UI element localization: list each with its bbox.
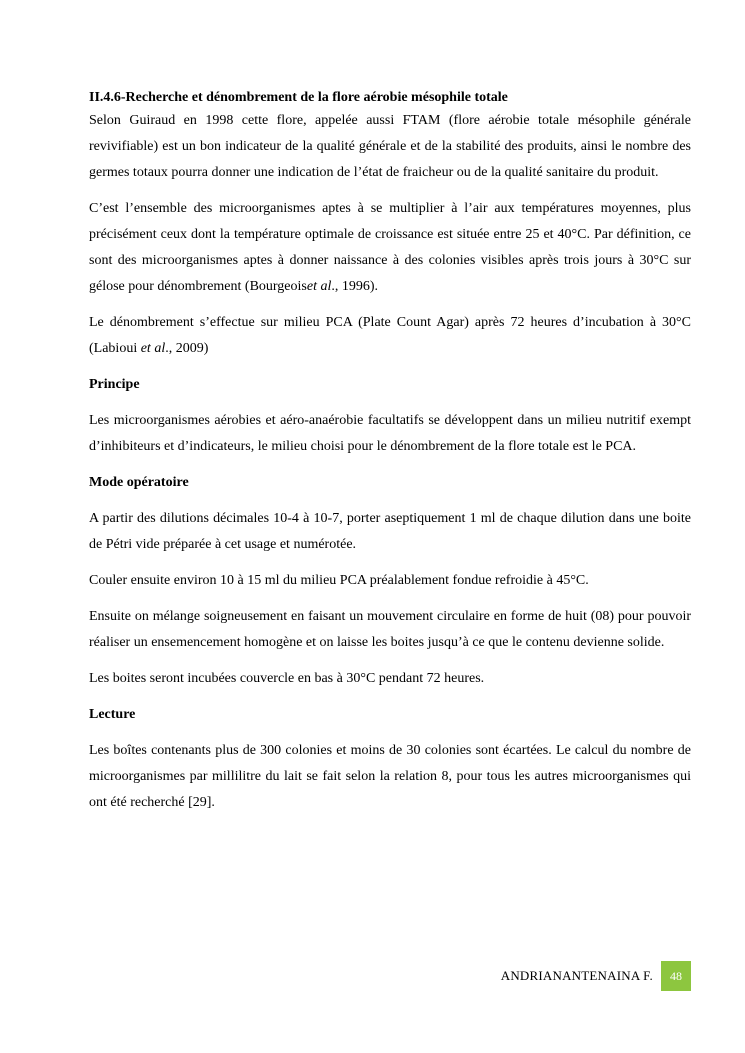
- paragraph-ftam-definition: Selon Guiraud en 1998 cette flore, appelée aussi FTAM (flore aérobie totale mésophile générale revivifiable) est un bon indicateur de la qualité générale et de la stabilité des produits, ainsi le nombre des germes totaux pourra donner une indication de l’état de fraicheur ou de la qualité sanitaire du produit.: [89, 113, 691, 180]
- paragraph-dilutions: A partir des dilutions décimales 10-4 à 10-7, porter aseptiquement 1 ml de chaque dilution dans une boite de Pétri vide préparée à cet usage et numérotée.: [89, 511, 691, 552]
- paragraph-pca-medium: [89, 310, 691, 362]
- paragraph-microorganisms: [89, 196, 691, 300]
- subheading-mode-operatoire: Mode opératoire: [89, 475, 189, 490]
- subheading-lecture: Lecture: [89, 707, 136, 722]
- citation-et-al: et al: [140, 341, 166, 356]
- paragraph-text: Le dénombrement s’effectue sur milieu PCA (Plate Count Agar) après 72 heures d’incubation à 30°C (Labioui: [89, 315, 691, 356]
- subheading-principe: Principe: [89, 377, 140, 392]
- document-body: [89, 87, 691, 816]
- paragraph-incubation: Les boites seront incubées couvercle en bas à 30°C pendant 72 heures.: [89, 671, 485, 686]
- paragraph-principe: Les microorganismes aérobies et aéro-anaérobie facultatifs se développent dans un milieu nutritif exempt d’inhibiteurs et d’indicateurs, le milieu choisi pour le dénombrement de la flore totale est le PCA.: [89, 413, 691, 454]
- paragraph-couler: Couler ensuite environ 10 à 15 ml du milieu PCA préalablement fondue refroidie à 45°C.: [89, 573, 589, 588]
- paragraph-text: C’est l’ensemble des microorganismes aptes à se multiplier à l’air aux températures moyennes, plus précisément ceux dont la température optimale de croissance est située entre 25 et 40°C. Par définition, ce sont des microorganismes aptes à donner naissance à des colonies visibles après trois jours à 30°C sur gélose pour dénombrement (Bourgeois: [89, 201, 691, 294]
- citation-year: ., 2009): [165, 341, 209, 356]
- page-number-badge: 48: [661, 961, 691, 991]
- paragraph-melange: Ensuite on mélange soigneusement en faisant un mouvement circulaire en forme de huit (08) pour pouvoir réaliser un ensemencement homogène et on laisse les boites jusqu’à ce que le contenu devienne solide.: [89, 609, 691, 650]
- section-title: II.4.6-Recherche et dénombrement de la flore aérobie mésophile totale: [89, 90, 508, 105]
- citation-year: ., 1996).: [331, 279, 379, 294]
- citation-et-al: et al: [306, 279, 332, 294]
- footer-author: ANDRIANANTENAINA F.: [500, 968, 653, 983]
- paragraph-lecture: Les boîtes contenants plus de 300 colonies et moins de 30 colonies sont écartées. Le calcul du nombre de microorganismes par millilitre du lait se fait selon la relation 8, pour tous les autres microorganismes qui ont été recherché [29].: [89, 743, 691, 810]
- page-footer: [501, 961, 691, 991]
